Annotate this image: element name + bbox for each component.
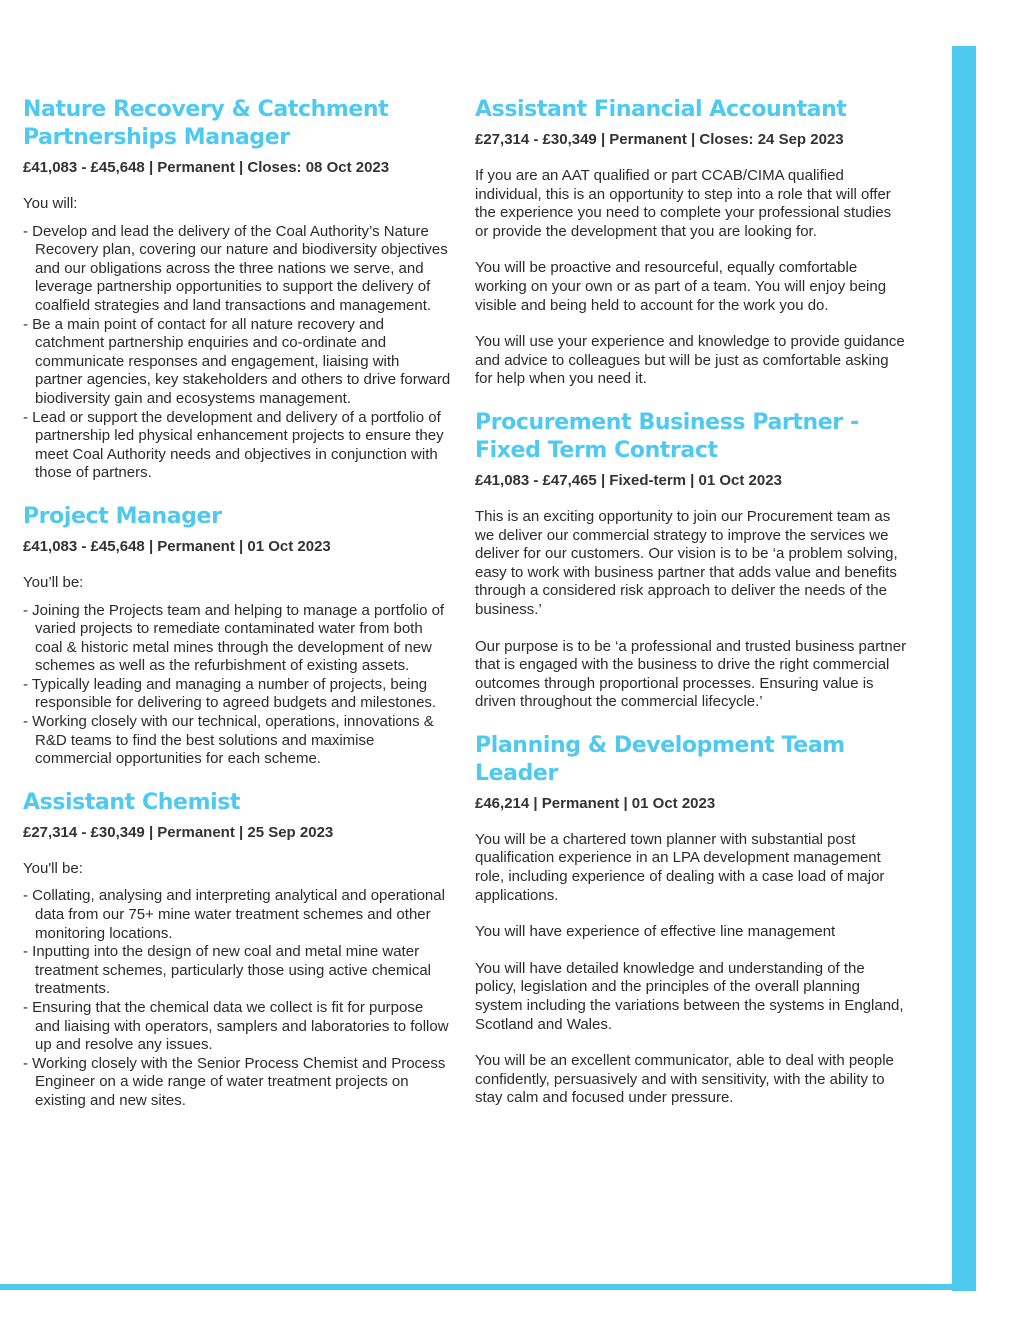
job-salary-terms: £27,314 - £30,349 | Permanent | 25 Sep 2023 <box>23 823 334 841</box>
job-intro: You will: <box>23 195 78 212</box>
job-intro: You’ll be: <box>23 573 84 591</box>
job-bullet: - Be a main point of contact for all nature recovery and catchment partnership enquiries and co-ordinate and communicate responses and engagement, liaising with partner agencies, key stakeholders and others to drive forward biodiversity gain and ecosystems management. <box>23 315 451 407</box>
job-planning-development-team-leader <box>475 732 907 1108</box>
job-title: Assistant Chemist <box>23 789 241 815</box>
job-bullet: - Collating, analysing and interpreting analytical and operational data from our 75+ mine water treatment schemes and other monitoring locations. <box>23 887 445 942</box>
job-title: Project Manager <box>23 503 222 529</box>
right-column <box>475 96 907 1108</box>
job-title: Procurement Business Partner - Fixed Term Contract <box>475 409 859 463</box>
job-salary-terms: £41,083 - £45,648 | Permanent | 01 Oct 2023 <box>23 537 331 555</box>
job-bullet-list <box>23 887 451 1110</box>
job-bullet: - Working closely with our technical, operations, innovations & R&D teams to find the best solutions and maximise commercial opportunities for each scheme. <box>23 713 434 768</box>
job-bullet: - Joining the Projects team and helping to manage a portfolio of varied projects to remediate contaminated water from both coal & historic metal mines through the development of new schemes as well as the refurbishment of existing assets. <box>23 601 445 675</box>
job-paragraph: You will have experience of effective line management <box>475 923 836 941</box>
job-paragraph: You will be a chartered town planner with substantial post qualification experience in an LPA development management role, including experience of dealing with a case load of major applications. <box>475 830 885 904</box>
job-paragraph: Our purpose is to be ‘a professional and trusted business partner that is engaged with the business to drive the right commercial outcomes through proportional processes. Ensuring value is driven throughout the commercial lifecycle.’ <box>475 637 907 711</box>
job-salary-terms: £46,214 | Permanent | 01 Oct 2023 <box>475 794 716 812</box>
job-title: Nature Recovery & Catchment Partnerships Manager <box>23 97 389 150</box>
job-bullet: - Working closely with the Senior Process Chemist and Process Engineer on a wide range of water treatment projects on existing and new sites. <box>23 1054 446 1109</box>
left-column <box>23 96 451 1111</box>
job-paragraph: This is an exciting opportunity to join our Procurement team as we deliver our commercial strategy to improve the services we deliver for our customers. Our vision is to be ‘a problem solving, easy to work with business partner that adds value and benefits through a considered risk approach to deliver the needs of the business.’ <box>475 507 898 618</box>
job-paragraph: You will have detailed knowledge and understanding of the policy, legislation and the principles of the overall planning system including the variations between the systems in England, Scotland and Wales. <box>475 959 904 1033</box>
job-bullet: - Ensuring that the chemical data we collect is fit for purpose and liaising with operators, samplers and laboratories to follow up and resolve any issues. <box>23 999 449 1054</box>
job-salary-terms: £41,083 - £45,648 | Permanent | Closes: 08 Oct 2023 <box>23 159 390 176</box>
job-bullet: - Inputting into the design of new coal and metal mine water treatment schemes, particularly those using active chemical treatments. <box>23 943 432 998</box>
job-assistant-financial-accountant <box>475 96 907 389</box>
job-paragraph: You will be proactive and resourceful, equally comfortable working on your own or as part of a team. You will enjoy being visible and being held to account for the work you do. <box>475 259 887 314</box>
job-bullet-list <box>23 602 451 769</box>
job-bullet-list <box>23 223 451 483</box>
job-salary-terms: £27,314 - £30,349 | Permanent | Closes: 24 Sep 2023 <box>475 131 844 148</box>
job-intro: You'll be: <box>23 859 83 877</box>
job-bullet: - Typically leading and managing a number of projects, being responsible for delivering to agreed budgets and milestones. <box>23 675 437 712</box>
job-paragraph: You will be an excellent communicator, able to deal with people confidently, persuasively and with sensitivity, with the ability to stay calm and focused under pressure. <box>475 1052 894 1107</box>
job-title: Assistant Financial Accountant <box>475 97 847 122</box>
job-title: Planning & Development Team Leader <box>475 732 845 786</box>
job-assistant-chemist <box>23 789 451 1111</box>
decorative-bottom-bar <box>0 1284 976 1290</box>
job-paragraph: You will use your experience and knowledge to provide guidance and advice to colleagues but will be just as comfortable asking for help when you need it. <box>475 333 905 388</box>
job-bullet: - Lead or support the development and delivery of a portfolio of partnership led physical enhancement projects to ensure they meet Coal Authority needs and objectives in conjunction with those of partners. <box>23 408 444 482</box>
job-nature-recovery-manager <box>23 96 451 483</box>
job-procurement-business-partner <box>475 409 907 712</box>
job-paragraph: If you are an AAT qualified or part CCAB/CIMA qualified individual, this is an opportunity to step into a role that will offer the experience you need to complete your professional studies or provide the development that you are looking for. <box>475 167 892 240</box>
job-project-manager <box>23 503 451 769</box>
job-bullet: - Develop and lead the delivery of the Coal Authority’s Nature Recovery plan, covering our nature and biodiversity objectives and our obligations across the three nations we serve, and leverage partnership opportunities to support the delivery of coalfield strategies and land transactions and management. <box>23 222 448 314</box>
decorative-right-bar <box>952 46 976 1291</box>
job-salary-terms: £41,083 - £47,465 | Fixed-term | 01 Oct 2023 <box>475 471 782 489</box>
